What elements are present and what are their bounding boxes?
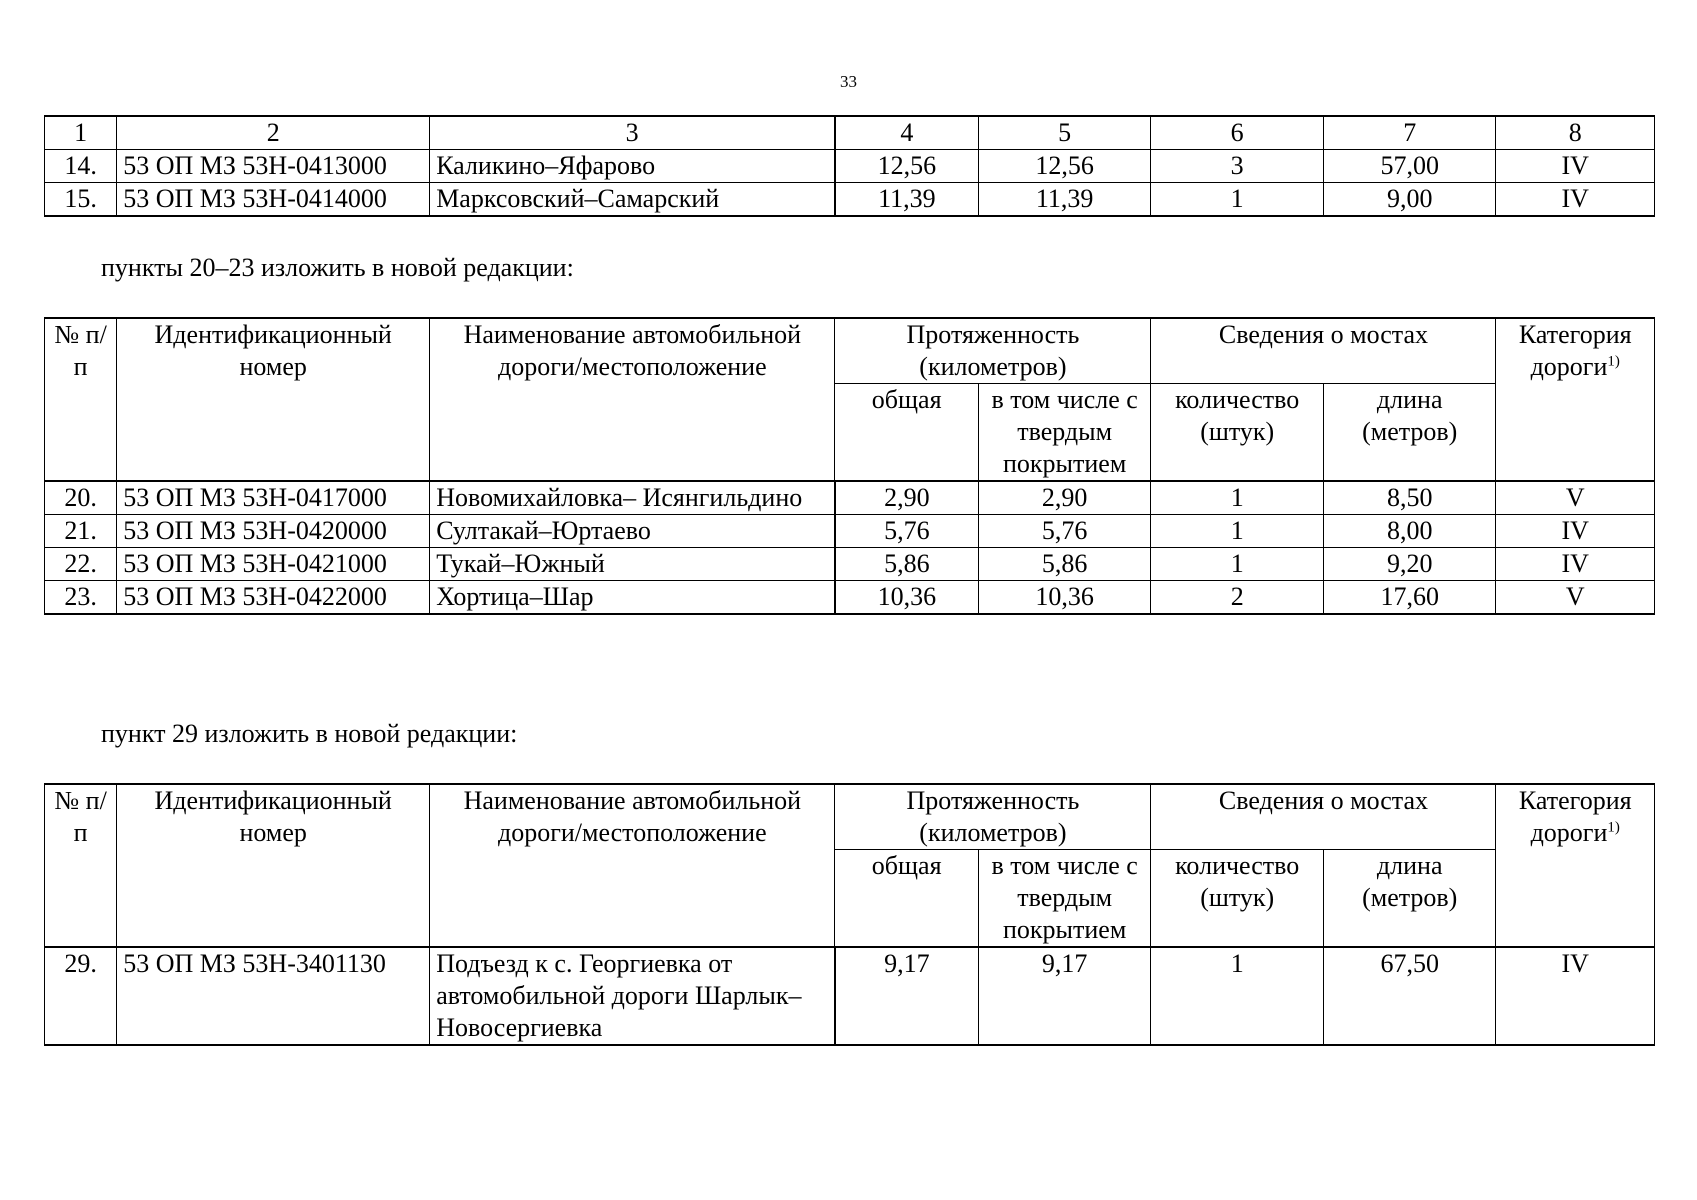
header-length-group: Протяженность (километров): [835, 784, 1151, 850]
bridge-length: 9,00: [1323, 183, 1496, 217]
amendment-note: пункты 20–23 изложить в новой редакции:: [101, 253, 574, 282]
header-id: Идентификационный номер: [117, 784, 430, 947]
header-category: [1496, 784, 1655, 947]
bridge-length: 8,00: [1323, 515, 1496, 548]
table-row: [45, 150, 1655, 183]
road-name: Каликино–Яфарово: [430, 150, 835, 183]
header-total: общая: [835, 850, 978, 948]
length-total: 5,86: [835, 548, 978, 581]
table-row: [45, 515, 1655, 548]
length-paved: 5,76: [978, 515, 1151, 548]
length-total: 12,56: [835, 150, 978, 183]
header-bridges-group: Сведения о мостах: [1151, 318, 1496, 384]
length-total: 9,17: [835, 947, 978, 1045]
road-name: Новомихайловка– Исянгильдино: [430, 481, 835, 515]
bridge-length: 57,00: [1323, 150, 1496, 183]
row-number: 21.: [45, 515, 117, 548]
header-no: № п/п: [45, 784, 117, 947]
bridge-count: 1: [1151, 548, 1324, 581]
roads-table-items-20-23: [44, 317, 1655, 615]
road-id: 53 ОП МЗ 53Н-3401130: [117, 947, 430, 1045]
table-row: [45, 581, 1655, 615]
column-number-row: [45, 116, 1655, 150]
header-name: Наименование автомобильной дороги/местоположение: [430, 784, 835, 947]
row-number: 20.: [45, 481, 117, 515]
bridge-length: 67,50: [1323, 947, 1496, 1045]
header-name: Наименование автомобильной дороги/местоположение: [430, 318, 835, 481]
road-name: Султакай–Юртаево: [430, 515, 835, 548]
header-total: общая: [835, 384, 978, 482]
header-count: количество (штук): [1151, 850, 1324, 948]
column-number: 5: [978, 116, 1151, 150]
road-category: IV: [1496, 183, 1655, 217]
footnote-marker: 1): [1607, 353, 1620, 370]
bridge-count: 1: [1151, 947, 1324, 1045]
footnote-marker: 1): [1607, 819, 1620, 836]
header-row: [45, 784, 1655, 850]
table-row: [45, 947, 1655, 1045]
road-id: 53 ОП МЗ 53Н-0414000: [117, 183, 430, 217]
length-paved: 9,17: [978, 947, 1151, 1045]
road-id: 53 ОП МЗ 53Н-0420000: [117, 515, 430, 548]
column-number: 7: [1323, 116, 1496, 150]
column-number: 6: [1151, 116, 1324, 150]
header-count: количество (штук): [1151, 384, 1324, 482]
roads-table-item-29: [44, 783, 1655, 1046]
column-number: 4: [835, 116, 978, 150]
bridge-count: 3: [1151, 150, 1324, 183]
header-no: № п/п: [45, 318, 117, 481]
road-name: Хортица–Шар: [430, 581, 835, 615]
column-number: 8: [1496, 116, 1655, 150]
header-bridge-length: длина (метров): [1323, 384, 1496, 482]
header-row: [45, 318, 1655, 384]
road-id: 53 ОП МЗ 53Н-0413000: [117, 150, 430, 183]
column-number: 1: [45, 116, 117, 150]
row-number: 29.: [45, 947, 117, 1045]
column-number: 3: [430, 116, 835, 150]
page-number: 33: [840, 72, 857, 91]
amendment-note: пункт 29 изложить в новой редакции:: [101, 719, 518, 748]
road-name: Тукай–Южный: [430, 548, 835, 581]
road-name: Подъезд к с. Георгиевка от автомобильной дороги Шарлык–Новосергиевка: [430, 947, 835, 1045]
table-row: [45, 548, 1655, 581]
length-paved: 11,39: [978, 183, 1151, 217]
continuation-table: [44, 115, 1655, 217]
header-bridge-length: длина (метров): [1323, 850, 1496, 948]
road-category: IV: [1496, 150, 1655, 183]
road-name: Марксовский–Самарский: [430, 183, 835, 217]
length-paved: 5,86: [978, 548, 1151, 581]
bridge-count: 1: [1151, 515, 1324, 548]
road-category: IV: [1496, 548, 1655, 581]
bridge-length: 9,20: [1323, 548, 1496, 581]
length-paved: 10,36: [978, 581, 1151, 615]
table-row: [45, 481, 1655, 515]
length-paved: 2,90: [978, 481, 1151, 515]
header-paved: в том числе с твердым покрытием: [978, 850, 1151, 948]
header-paved: в том числе с твердым покрытием: [978, 384, 1151, 482]
row-number: 22.: [45, 548, 117, 581]
road-id: 53 ОП МЗ 53Н-0421000: [117, 548, 430, 581]
bridge-length: 17,60: [1323, 581, 1496, 615]
road-category: IV: [1496, 947, 1655, 1045]
header-category: [1496, 318, 1655, 481]
row-number: 23.: [45, 581, 117, 615]
column-number: 2: [117, 116, 430, 150]
road-id: 53 ОП МЗ 53Н-0422000: [117, 581, 430, 615]
table-row: [45, 183, 1655, 217]
road-category: V: [1496, 481, 1655, 515]
bridge-count: 2: [1151, 581, 1324, 615]
bridge-count: 1: [1151, 183, 1324, 217]
length-total: 5,76: [835, 515, 978, 548]
length-total: 2,90: [835, 481, 978, 515]
length-paved: 12,56: [978, 150, 1151, 183]
header-category-text: Категория дороги: [1518, 786, 1632, 847]
row-number: 15.: [45, 183, 117, 217]
bridge-count: 1: [1151, 481, 1324, 515]
road-id: 53 ОП МЗ 53Н-0417000: [117, 481, 430, 515]
length-total: 10,36: [835, 581, 978, 615]
header-category-text: Категория дороги: [1518, 320, 1632, 381]
road-category: IV: [1496, 515, 1655, 548]
header-id: Идентификационный номер: [117, 318, 430, 481]
bridge-length: 8,50: [1323, 481, 1496, 515]
header-bridges-group: Сведения о мостах: [1151, 784, 1496, 850]
header-length-group: Протяженность (километров): [835, 318, 1151, 384]
length-total: 11,39: [835, 183, 978, 217]
road-category: V: [1496, 581, 1655, 615]
row-number: 14.: [45, 150, 117, 183]
